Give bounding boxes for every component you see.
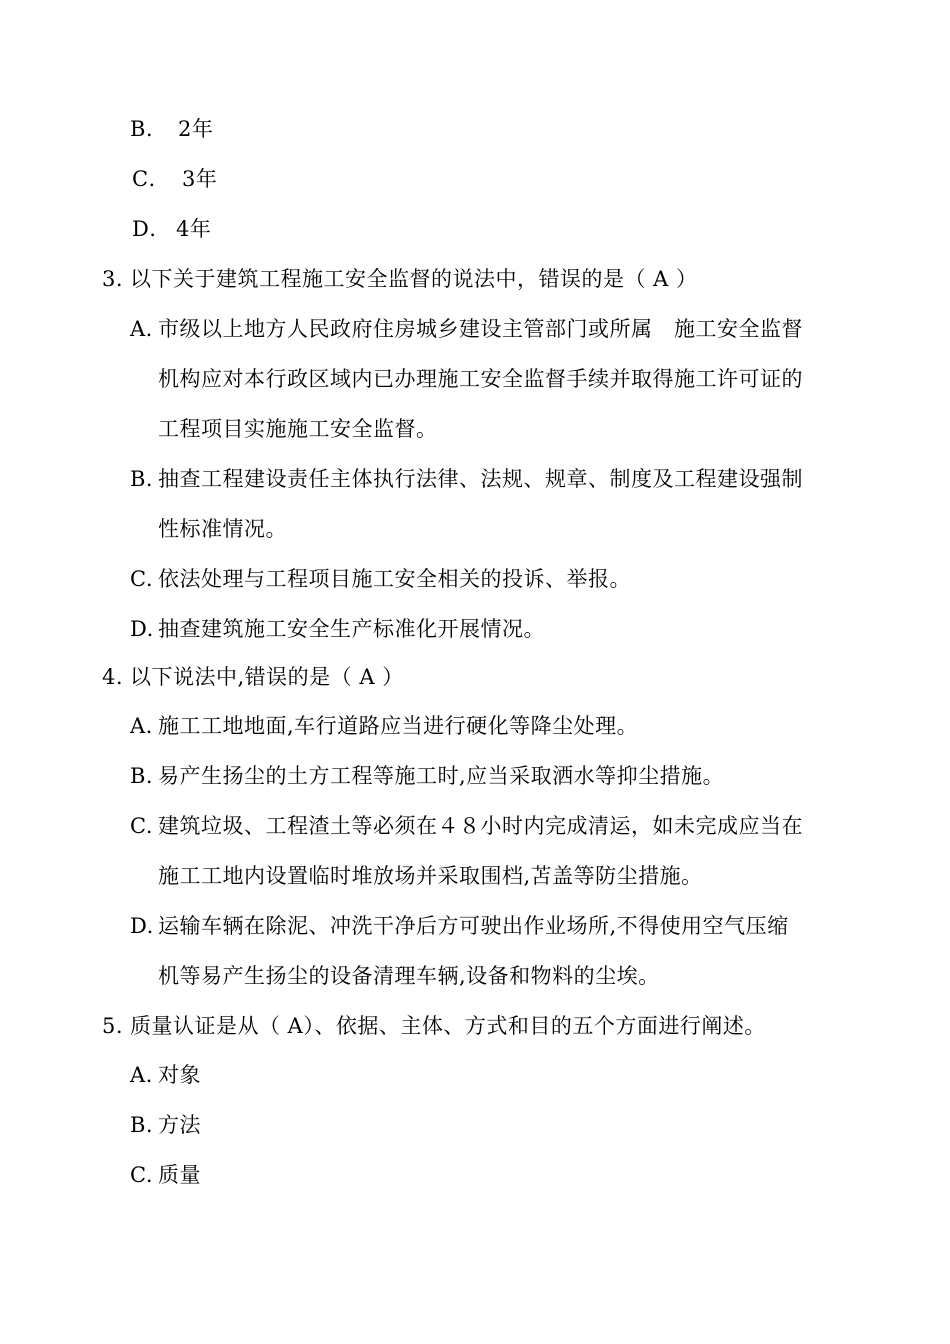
option-marker: B. [130, 117, 154, 141]
option-marker: C. [130, 1163, 153, 1187]
option-marker: B. [130, 467, 154, 491]
option-marker: C. [130, 567, 153, 591]
option-text: 抽查工程建设责任主体执行法律、法规、规章、制度及工程建设强制 [158, 467, 803, 491]
question-text: 以下说法中,错误的是（ A ） [130, 665, 404, 689]
option-line [130, 114, 213, 144]
option-marker: A. [130, 714, 153, 738]
option-text: 运输车辆在除泥、冲洗干净后方可驶出作业场所,不得使用空气压缩 [158, 914, 789, 938]
option-line [130, 811, 803, 841]
option-line [130, 314, 803, 344]
option-text: 性标准情况。 [158, 517, 287, 541]
option-text: 质量 [158, 1163, 201, 1187]
option-line [130, 1110, 201, 1140]
option-marker: C. [130, 814, 153, 838]
option-text: 对象 [158, 1063, 201, 1087]
option-marker: B. [130, 1113, 154, 1137]
question-line [102, 264, 698, 294]
option-text: 2年 [178, 117, 214, 141]
question-text: 质量认证是从（ A）、依据、主体、方式和目的五个方面进行阐述。 [130, 1014, 766, 1038]
option-line [130, 911, 789, 941]
continuation-line [158, 514, 287, 544]
option-text: 4年 [176, 217, 212, 241]
continuation-line [158, 414, 438, 444]
question-line [102, 1011, 766, 1041]
option-text: 施工工地地面,车行道路应当进行硬化等降尘处理。 [158, 714, 639, 738]
option-marker: D. [130, 617, 154, 641]
option-line [132, 214, 211, 244]
option-text: 依法处理与工程项目施工安全相关的投诉、举报。 [158, 567, 631, 591]
option-text: 3年 [182, 167, 218, 191]
option-marker: B. [130, 764, 154, 788]
option-text: 施工工地内设置临时堆放场并采取围档,苫盖等防尘措施。 [158, 864, 703, 888]
option-marker: A. [130, 317, 153, 341]
option-text: 建筑垃圾、工程渣土等必须在４８小时内完成清运，如未完成应当在 [158, 814, 803, 838]
question-number: 5. [102, 1014, 124, 1038]
question-line [102, 662, 404, 692]
option-text: 机构应对本行政区域内已办理施工安全监督手续并取得施工许可证的 [158, 367, 803, 391]
continuation-line [158, 364, 803, 394]
option-text: 市级以上地方人民政府住房城乡建设主管部门或所属 施工安全监督 [158, 317, 803, 341]
option-text: 方法 [158, 1113, 201, 1137]
option-line [130, 464, 803, 494]
option-text: 抽查建筑施工安全生产标准化开展情况。 [158, 617, 545, 641]
option-line [130, 761, 724, 791]
option-line [130, 711, 638, 741]
option-text: 工程项目实施施工安全监督。 [158, 417, 438, 441]
question-number: 4. [102, 665, 124, 689]
option-line [130, 1160, 201, 1190]
option-line [132, 164, 217, 194]
option-marker: C． [132, 167, 171, 191]
option-marker: D. [130, 914, 154, 938]
continuation-line [158, 961, 660, 991]
question-text: 以下关于建筑工程施工安全监督的说法中，错误的是（ A ） [130, 267, 698, 291]
option-text: 易产生扬尘的土方工程等施工时,应当采取洒水等抑尘措施。 [158, 764, 725, 788]
option-marker: A. [130, 1063, 153, 1087]
continuation-line [158, 861, 703, 891]
option-line [130, 614, 545, 644]
option-marker: D． [132, 217, 171, 241]
question-number: 3. [102, 267, 124, 291]
option-text: 机等易产生扬尘的设备清理车辆,设备和物料的尘埃。 [158, 964, 660, 988]
option-line [130, 1060, 201, 1090]
option-line [130, 564, 631, 594]
